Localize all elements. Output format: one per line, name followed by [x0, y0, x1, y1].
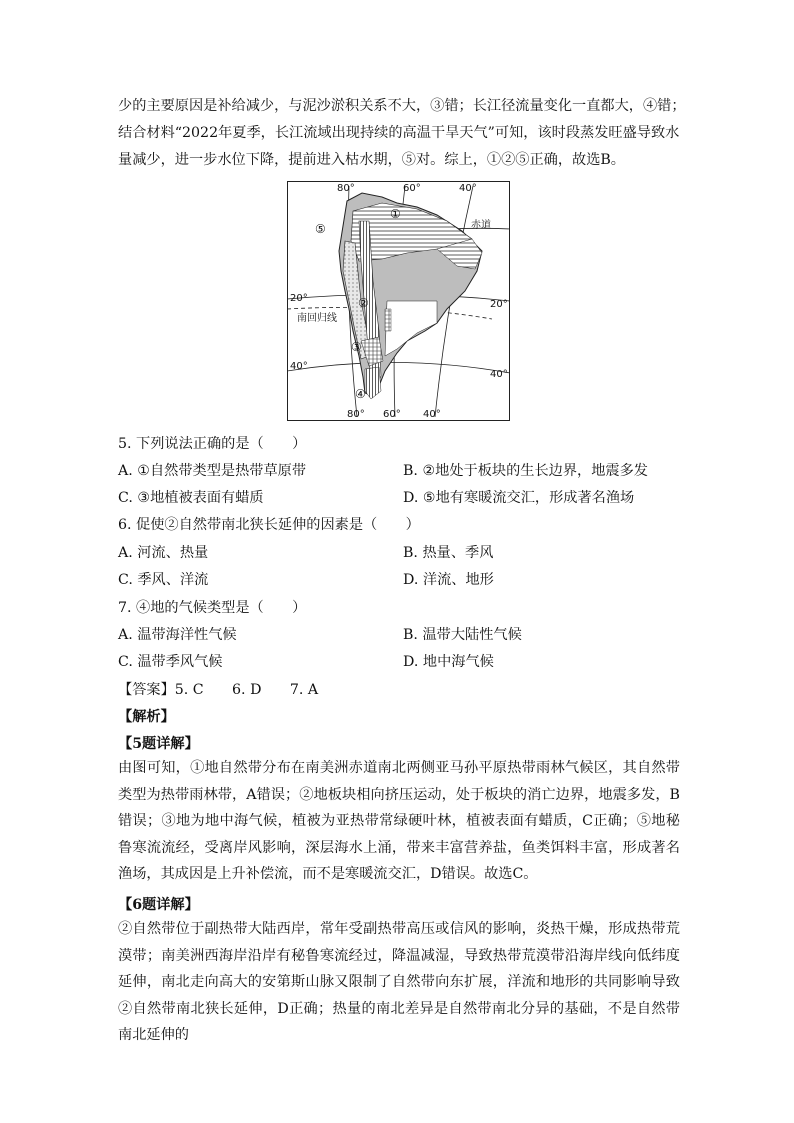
- region-1-label: ①: [390, 207, 401, 221]
- q7-option-a: A. 温带海洋性气候: [118, 627, 237, 643]
- q7-stem: 7. ④地的气候类型是（ ）: [118, 600, 307, 616]
- intro-line-1: 少的主要原因是补给减少，与泥沙淤积关系不大，③错；长江径流量变化一直都大，④错；: [118, 98, 686, 114]
- lon-top-40: 40°: [459, 183, 477, 194]
- lon-bottom-40: 40°: [423, 409, 441, 420]
- s6-heading: 【6题详解】: [118, 897, 199, 913]
- region-4-label: ④: [355, 387, 366, 401]
- q5-option-a: A. ①自然带类型是热带草原带: [118, 463, 307, 479]
- s5-heading: 【5题详解】: [118, 736, 199, 752]
- q5-option-c: C. ③地植被表面有蜡质: [118, 490, 264, 506]
- q7-option-c: C. 温带季风气候: [118, 654, 223, 670]
- q7-option-b: B. 温带大陆性气候: [403, 627, 522, 643]
- q5-stem: 5. 下列说法正确的是（ ）: [118, 436, 307, 452]
- lat-right-20: 20°: [490, 299, 508, 310]
- equator-label: 赤道: [471, 220, 491, 231]
- region-3-label: ③: [351, 340, 362, 354]
- q6-option-b: B. 热量、季风: [403, 545, 494, 561]
- lat-left-40: 40°: [290, 361, 308, 372]
- lat-right-40: 40°: [490, 369, 508, 380]
- q6-option-c: C. 季风、洋流: [118, 572, 209, 588]
- intro-line-3: 量减少，进一步水位下降，提前进入枯水期，⑤对。综上，①②⑤正确，故选B。: [118, 152, 625, 168]
- s6-text: ②自然带位于副热带大陆西岸，常年受副热带高压或信风的影响，炎热干燥，形成热带荒漠带；南美洲西海岸沿岸有秘鲁寒流经过，降温减湿，导致热带荒漠带沿海岸线向低纬度延伸，南北走向高大的安第斯山脉又限制了自然带向东扩展，洋流和地形的共同影响导致②自然带南北狭长延伸，D正确；热量的南北差异是自然带南北分异的基础，不是自然带南北延伸的: [118, 921, 680, 1043]
- s5-text: 由图可知，①地自然带分布在南美洲赤道南北两侧亚马孙平原热带雨林气候区，其自然带类型为热带雨林带，A错误；②地板块相向挤压运动，处于板块的消亡边界，地震多发，B错误；③地为地中海气候，植被为亚热带常绿硬叶林，植被表面有蜡质，C正确；⑤地秘鲁寒流流经，受离岸风影响，深层海水上涌，带来丰富营养盐，鱼类饵料丰富，形成著名渔场，其成因是上升补偿流，而不是寒暖流交汇，D错误。故选C。: [118, 760, 680, 882]
- intro-line-2: 结合材料“2022年夏季，长江流域出现持续的高温干旱天气”可知，该时段蒸发旺盛导致水: [118, 125, 680, 141]
- q6-option-d: D. 洋流、地形: [403, 572, 494, 588]
- q5-option-b: B. ②地处于板块的生长边界，地震多发: [403, 463, 648, 479]
- lon-top-80: 80°: [337, 183, 355, 194]
- region-2-label: ②: [358, 296, 369, 310]
- q7-option-d: D. 地中海气候: [403, 654, 494, 670]
- region-5-label: ⑤: [315, 222, 326, 236]
- lat-left-20: 20°: [290, 293, 308, 304]
- analysis-heading: 【解析】: [118, 709, 175, 725]
- lon-bottom-60: 60°: [383, 409, 401, 420]
- answer-line: 【答案】5. C 6. D 7. A: [118, 682, 319, 698]
- q6-option-a: A. 河流、热量: [118, 545, 209, 561]
- lon-bottom-80: 80°: [347, 409, 365, 420]
- q5-option-d: D. ⑤地有寒暖流交汇，形成著名渔场: [403, 490, 635, 506]
- lon-top-60: 60°: [403, 183, 421, 194]
- q6-stem: 6. 促使②自然带南北狭长延伸的因素是（ ）: [118, 517, 420, 533]
- south-america-map: [287, 181, 510, 421]
- tropic-label: 南回归线: [297, 313, 337, 324]
